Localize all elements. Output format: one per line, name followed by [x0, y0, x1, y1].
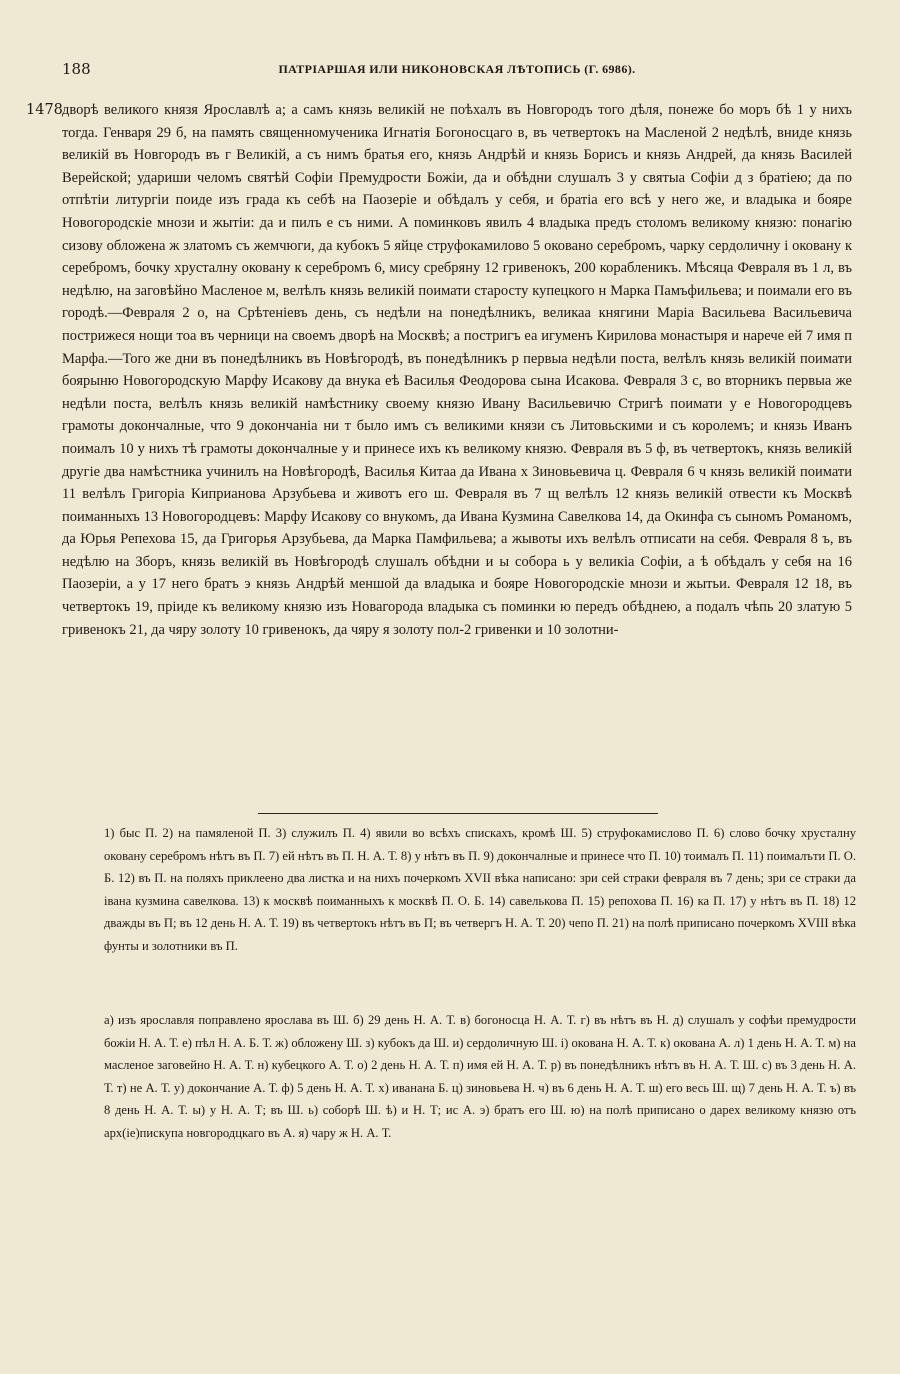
- footnotes-numeric: [104, 822, 856, 958]
- footnote-divider: [258, 813, 658, 814]
- page-number: 188: [62, 60, 91, 78]
- footnotes-letter-text: а) изъ ярославля поправлено ярослава въ Ш. б) 29 день Н. А. Т. в) богоносца Н. А. Т. г) въ нѣтъ въ Н. д) слушалъ у софѣи премудрости божіи Н. А. Т. е) пѣл Н. А. Б. Т. ж) обложену Ш. з) кубокъ да Ш. и) сердоличную Ш. і) окована Н. А. Т. к) окована А. л) 1 день Н. А. Т. м) на масленое заговейно Н. А. Т. н) кубецкого А. Т. о) 2 день Н. А. Т. п) имя ей Н. А. Т. р) въ понедѣлникъ нѣтъ въ Н. А. Т. Ш. с) въ 3 день Н. А. Т. т) не А. Т. у) докончание А. Т. ф) 5 день Н. А. Т. х) иванана Б. ц) зиновьева Н. ч) въ 6 день Н. А. Т. ш) его весь Ш. щ) 7 день Н. А. Т. ъ) въ 8 день Н. А. Т. ы) у Н. А. Т; въ Ш. ь) соборѣ Ш. ѣ) и Н. Т; ис А. э) братъ его Ш. ю) на полѣ приписано о дарех великому князю отъ арх(іе)пискупа новгородцкаго въ А. я) чару ж Н. А. Т.: [104, 1013, 856, 1140]
- year-margin-note: 1478: [26, 102, 63, 118]
- running-head: ПАТРІАРШАЯ ИЛИ НИКОНОВСКАЯ ЛѢТОПИСЬ (Г. 6986).: [278, 62, 636, 76]
- footnotes-numeric-text: 1) быс П. 2) на памяленой П. 3) служилъ П. 4) явили во всѣхъ спискахъ, кромѣ Ш. 5) струфокамислово П. 6) слово бочку хрусталну оковану серебромъ нѣтъ въ П. 7) ей нѣтъ въ П. Н. А. Т. 8) у нѣтъ въ П. 9) докончалные и принесе что П. 10) тоималъ П. 11) поималъти П. О. Б. 12) въ П. на поляхъ приклеено два листка и на нихъ почеркомъ XVII вѣка написано: зри сей страки февраля въ 7 день; зри се страки да івана кузмина савелкова. 13) к москвѣ поиманныхъ к москвѣ П. О. Б. 14) савелькова П. 15) репохова П. 16) ка П. 17) у нѣтъ въ П. 18) 12 дважды въ П; въ 12 день Н. А. Т. 19) въ четвертокъ нѣтъ въ П; въ четвергъ Н. А. Т. 20) чепо П. 21) на полѣ приписано почеркомъ XVIII вѣка фунты и золотники въ П.: [104, 826, 856, 953]
- chronicle-text: [62, 99, 852, 641]
- chronicle-paragraph: дворѣ великого князя Ярославлѣ а; а самъ князь великій не поѣхалъ въ Новгородъ того дѣля, понеже бо моръ бѣ 1 у нихъ тогда. Генваря 29 б, на память священномученика Игнатія Богоносцаго в, въ четвертокъ на Масленой 2 недѣлѣ, вниде князь великій въ Новгородъ въ г Великій, а съ нимъ братья его, князь Андрѣй и князь Борисъ и князь Андрей, да князь Василей Верейской; удариши челомъ святѣй Софіи Премудрости Божіи, да и обѣдни слушалъ 3 у святыа Софіи д з братіею; да по отпѣтіи литургіи поиде изъ града къ себѣ на Паозеріе и обѣдалъ у себя, и братіа его всѣ у него же, и владыка и бояре Новогородскіе мнози и жытіи: да и пилъ е съ ними. А поминковъ явилъ 4 владыка предъ столомъ великому князю: понагію сизову обложена ж златомъ съ жемчюги, да кубокъ 5 яйце струфокамилово 5 оковано серебромъ, чарку сердоличну і оковану к серебромъ, бочку хрусталну оковану к серебромъ 6, мису сребряну 12 гривенокъ, 200 корабленикъ. Мѣсяца Февраля въ 1 л, въ недѣлю, на заговѣйно Масленое м, велѣлъ князь великій поимати старосту купецкого н Марка Памъфильева; и поимали его въ городѣ.—Февраля 2 о, на Срѣтеніевъ день, съ недѣли на понедѣлникъ, великаа княгини Маріа Васильева Васильевича пострижеся нощи тоа въ черници на своемъ дворѣ на Москвѣ; а постригъ еа игуменъ Кирилова монастыря и нарече ей 7 имя п Марфа.—Того же дни въ понедѣлникъ въ Новѣгородѣ, въ понедѣлникъ р первыа недѣли поста, велѣлъ князь великій поимати боярыню Новогородскую Марфу Исакову да внука еѣ Василья Феодорова сына Исакова. Февраля 3 с, во вторникъ первыа же недѣли поста, велѣлъ князь великій намѣстнику своему князю Ивану Васильевичю Стригѣ поимати у е Новогородцевъ грамоты докончалные, что 9 докончаніа ни т было имъ съ великими князи съ Литовьскими и съ королемъ; и князь Иванъ поималъ 10 у нихъ тѣ грамоты докончалные у и принесе ихъ къ великому князю. Февраля въ 5 ф, въ четвертокъ, князь великій другіе два намѣстника учинилъ на Новѣгородѣ, Василья Китаа да Ивана х Зиновьевича ц. Февраля 6 ч князь великій поимати 11 велѣлъ Григоріа Киприанова Арзубьева и животъ его ш. Февраля въ 7 щ велѣлъ 12 князь великій отвести къ Москвѣ поиманныхъ 13 Новогородцевъ: Марфу Исакову со внукомъ, да Ивана Кузмина Савелкова 14, да Окинфа съ сыномъ Романомъ, да Юрья Репехова 15, да Григорья Арзубьева, да Марка Памфильева; а жывоты ихъ велѣлъ отписати на себя. Февраля 8 ъ, въ недѣлю на Зборъ, князь великій въ Новѣгородѣ слушалъ обѣдни и ы собора ь у великіа Софіи, а ѣ обѣдалъ у себя на 16 Паозеріи, а у 17 него братъ э князь Андрѣй меншой да владыка и бояре Новогородскіе мнози и жытьи. Февраля 12 18, въ четвертокъ 19, пріиде къ великому князю изъ Новагорода владыка съ поминки ю передъ обѣднею, а подалъ чѣпь 20 златую 5 гривенокъ 21, да чяру золоту 10 гривенокъ, да чяру я золоту пол-2 гривенки и 10 золотни-: [62, 102, 852, 638]
- page-header: [62, 60, 852, 82]
- footnotes-letter: [104, 1009, 856, 1145]
